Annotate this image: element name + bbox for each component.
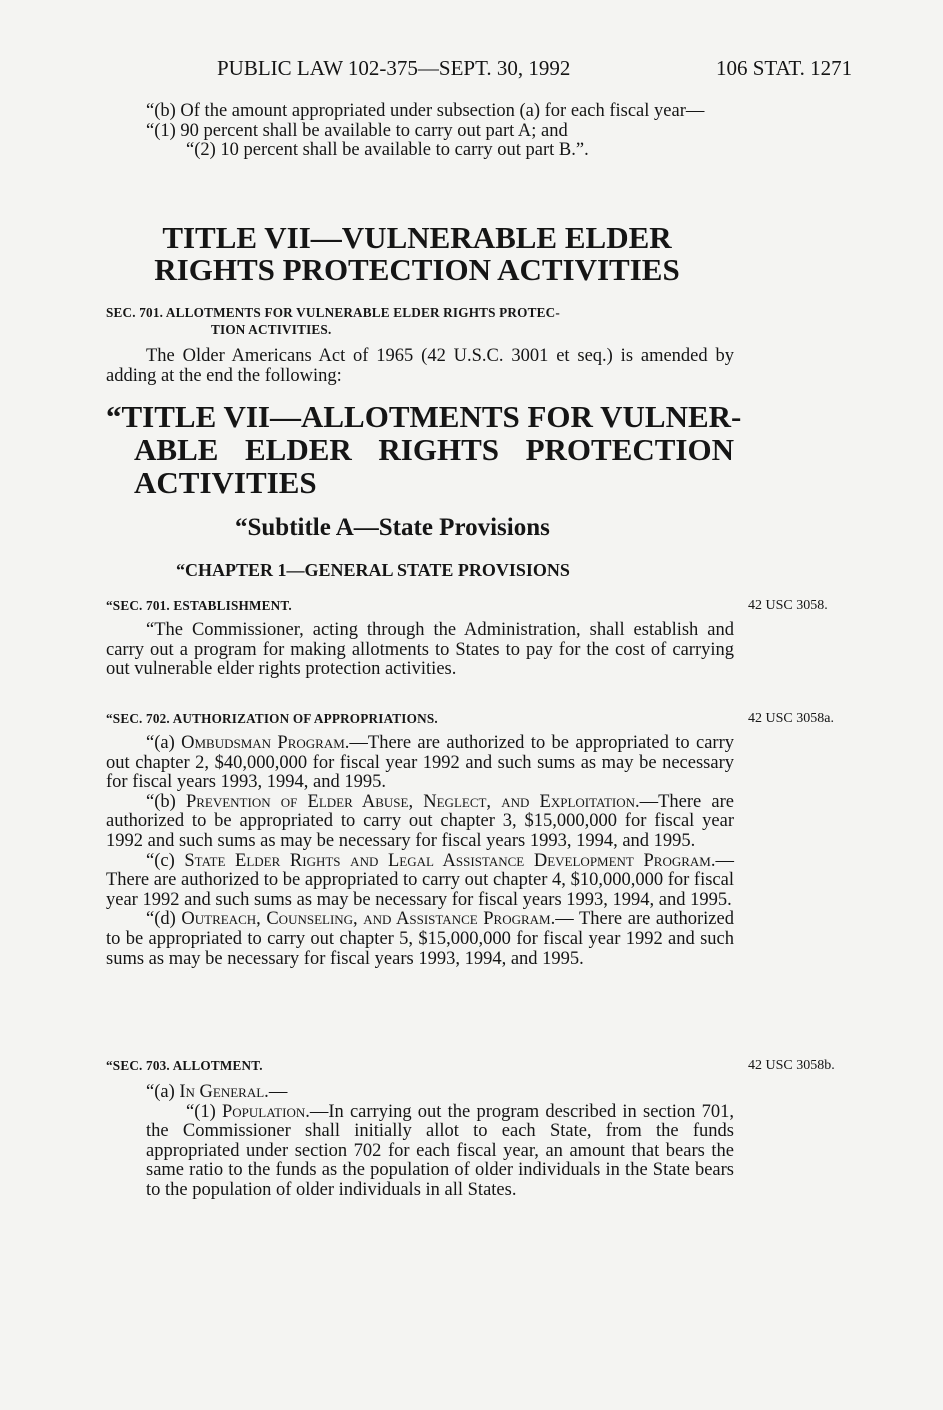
sec-702-b: “(b) Prevention of Elder Abuse, Neglect, and Exploitation.—There are authorized to be appropriated to carry out chapter 3, $15,000,000 for fiscal year 1992 and such sums as may be necessary for fiscal years 1993, 1994, and 1995. (106, 791, 734, 851)
subsection-b-item-1: “(1) 90 percent shall be available to carry out part A; and (146, 120, 568, 141)
sec-701-establishment-text (106, 621, 734, 680)
title-vii-heading (92, 222, 742, 286)
sec-703-heading: “SEC. 703. ALLOTMENT. (106, 1058, 263, 1073)
subsection-b-item-2: “(2) 10 percent shall be available to carry out part B.”. (186, 140, 589, 161)
section-701-text (106, 347, 734, 386)
title-vii-line-2: RIGHTS PROTECTION ACTIVITIES (154, 252, 680, 287)
running-header-right: 106 STAT. 1271 (716, 56, 853, 80)
sec-702-c: “(c) State Elder Rights and Legal Assistance Development Program.—There are authorized to be appropriated to carry out chapter 4, $10,000,000 for fiscal year 1992 and such sums as may be necessary for fiscal years 1993, 1994, and 1995. (106, 850, 734, 910)
subsection-b (106, 102, 734, 161)
subsection-b-intro: “(b) Of the amount appropriated under subsection (a) for each fiscal year— (146, 101, 705, 121)
running-header-left: PUBLIC LAW 102-375—SEPT. 30, 1992 (217, 56, 571, 80)
sec-702-heading: “SEC. 702. AUTHORIZATION OF APPROPRIATIONS. (106, 711, 438, 726)
sec-702-body (106, 734, 734, 969)
section-701-heading-cont: TION ACTIVITIES. (211, 322, 332, 337)
sec-701-paragraph: “The Commissioner, acting through the Administration, shall establish and carry out a program for making allotments to States to pay for the cost of carrying out vulnerable elder rights protection activities. (106, 620, 734, 680)
new-title-line-3: ACTIVITIES (134, 465, 317, 500)
title-vii-line-1: TITLE VII—VULNERABLE ELDER (162, 220, 672, 255)
sec-702-a: “(a) Ombudsman Program.—There are authorized to be appropriated to carry out chapter 2, $40,000,000 for fiscal year 1992 and such sums as may be necessary for fiscal years 1993, 1994, and 1995. (106, 733, 734, 793)
margin-note-3058a: 42 USC 3058a. (748, 711, 834, 726)
subtitle-a: “Subtitle A—State Provisions (235, 514, 550, 541)
sec-703-a: “(a) In General.— (146, 1082, 288, 1102)
margin-note-3058: 42 USC 3058. (748, 598, 828, 613)
margin-note-3058b: 42 USC 3058b. (748, 1058, 835, 1073)
sec-702-d: “(d) Outreach, Counseling, and Assistance Program.— There are authorized to be appropriated to carry out chapter 5, $15,000,000 for fiscal year 1992 and such sums as may be necessary for fiscal years 1993, 1994, and 1995. (106, 909, 734, 969)
new-title-line-1: “TITLE VII—ALLOTMENTS FOR VULNER- (106, 399, 742, 434)
section-701-heading: SEC. 701. ALLOTMENTS FOR VULNERABLE ELDER RIGHTS PROTEC- (106, 305, 560, 320)
new-title-line-2: ABLE ELDER RIGHTS PROTECTION (134, 432, 734, 467)
sec-701-establishment-heading: “SEC. 701. ESTABLISHMENT. (106, 598, 292, 613)
section-701-paragraph: The Older Americans Act of 1965 (42 U.S.C. 3001 et seq.) is amended by adding at the end the following: (106, 346, 734, 386)
chapter-1-heading: “CHAPTER 1—GENERAL STATE PROVISIONS (176, 560, 570, 580)
sec-703-a-1: “(1) Population.—In carrying out the program described in section 701, the Commissioner shall initially allot to each State, from the funds appropriated under section 702 for each fiscal year, an amount that bears the same ratio to the funds as the population of older individuals in the State bears to the population of older individuals in all States. (146, 1101, 734, 1200)
sec-703-body (106, 1083, 734, 1201)
